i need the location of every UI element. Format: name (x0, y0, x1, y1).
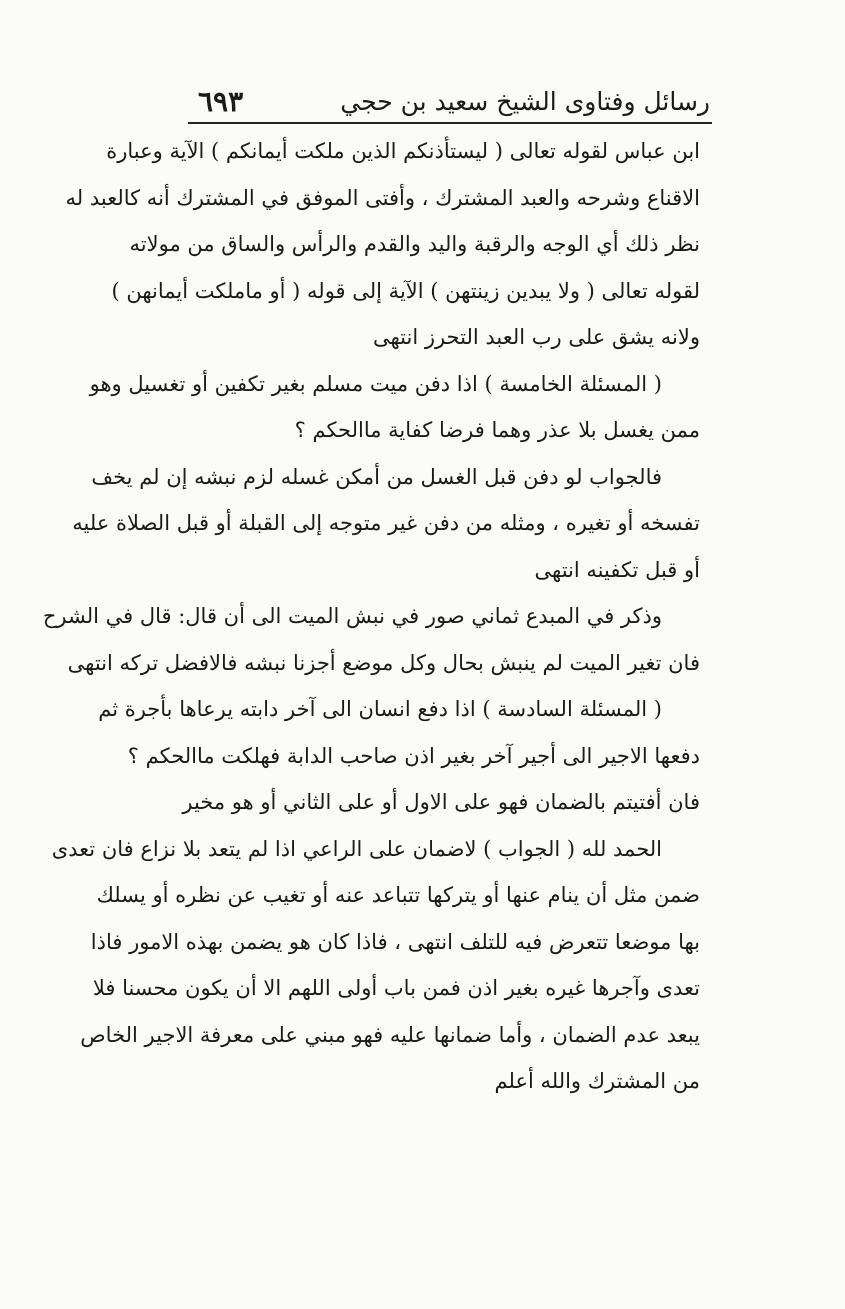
page-header (188, 78, 710, 118)
header-rule (188, 122, 712, 124)
text-line: ابن عباس لقوله تعالى ( ليستأذنكم الذين ملكت أيمانكم ) الآية وعبارة (106, 139, 700, 163)
text-line: ممن يغسل بلا عذر وهما فرضا كفاية ماالحكم ؟ (294, 418, 700, 442)
text-line: فالجواب لو دفن قبل الغسل من أمكن غسله لزم نبشه إن لم يخف (91, 464, 662, 489)
text-line: يبعد عدم الضمان ، وأما ضمانها عليه فهو مبني على معرفة الاجير الخاص (80, 1022, 700, 1047)
text-line: أو قبل تكفينه انتهى (534, 557, 700, 582)
body-text (42, 128, 700, 1105)
text-line: لقوله تعالى ( ولا يبدين زينتهن ) الآية إلى قوله ( أو ماملكت أيمانهن ) (111, 278, 700, 303)
running-title: رسائل وفتاوى الشيخ سعيد بن حجي (340, 87, 710, 116)
text-line: الاقناع وشرحه والعبد المشترك ، وأفتى الموفق في المشترك أنه كالعبد له (65, 185, 700, 210)
text-line: من المشترك والله أعلم (494, 1069, 700, 1093)
text-line: تفسخه أو تغيره ، ومثله من دفن غير متوجه إلى القبلة أو قبل الصلاة عليه (72, 511, 700, 535)
text-line: فان تغير الميت لم ينبش بحال وكل موضع أجزنا نبشه فالافضل تركه انتهى (67, 650, 700, 675)
text-line: فان أفتيتم بالضمان فهو على الاول أو على الثاني أو هو مخير (182, 790, 700, 814)
text-line: وذكر في المبدع ثماني صور في نبش الميت الى أن قال: قال في الشرح (42, 604, 662, 628)
text-line: ( المسئلة السادسة ) اذا دفع انسان الى آخر دابته يرعاها بأجرة ثم (98, 697, 662, 721)
text-line: نظر ذلك أي الوجه والرقبة واليد والقدم والرأس والساق من مولاته (129, 232, 700, 256)
text-line: الحمد لله ( الجواب ) لاضمان على الراعي اذا لم يتعد بلا نزاع فان تعدى (51, 836, 662, 861)
text-line: ولانه يشق على رب العبد التحرز انتهى (372, 325, 700, 349)
page-number: ٦٩٣ (198, 85, 244, 118)
text-line: ضمن مثل أن ينام عنها أو يتركها تتباعد عنه أو تغيب عن نظره أو يسلك (96, 883, 700, 907)
text-line: ( المسئلة الخامسة ) اذا دفن ميت مسلم بغير تكفين أو تغسيل وهو (89, 371, 662, 396)
text-line: تعدى وآجرها غيره بغير اذن فمن باب أولى اللهم الا أن يكون محسنا فلا (92, 976, 700, 1000)
text-line: دفعها الاجير الى أجير آخر بغير اذن صاحب الدابة فهلكت ماالحكم ؟ (127, 743, 700, 768)
text-line: بها موضعا تتعرض فيه للتلف انتهى ، فاذا كان هو يضمن بهذه الامور فاذا (90, 929, 700, 954)
